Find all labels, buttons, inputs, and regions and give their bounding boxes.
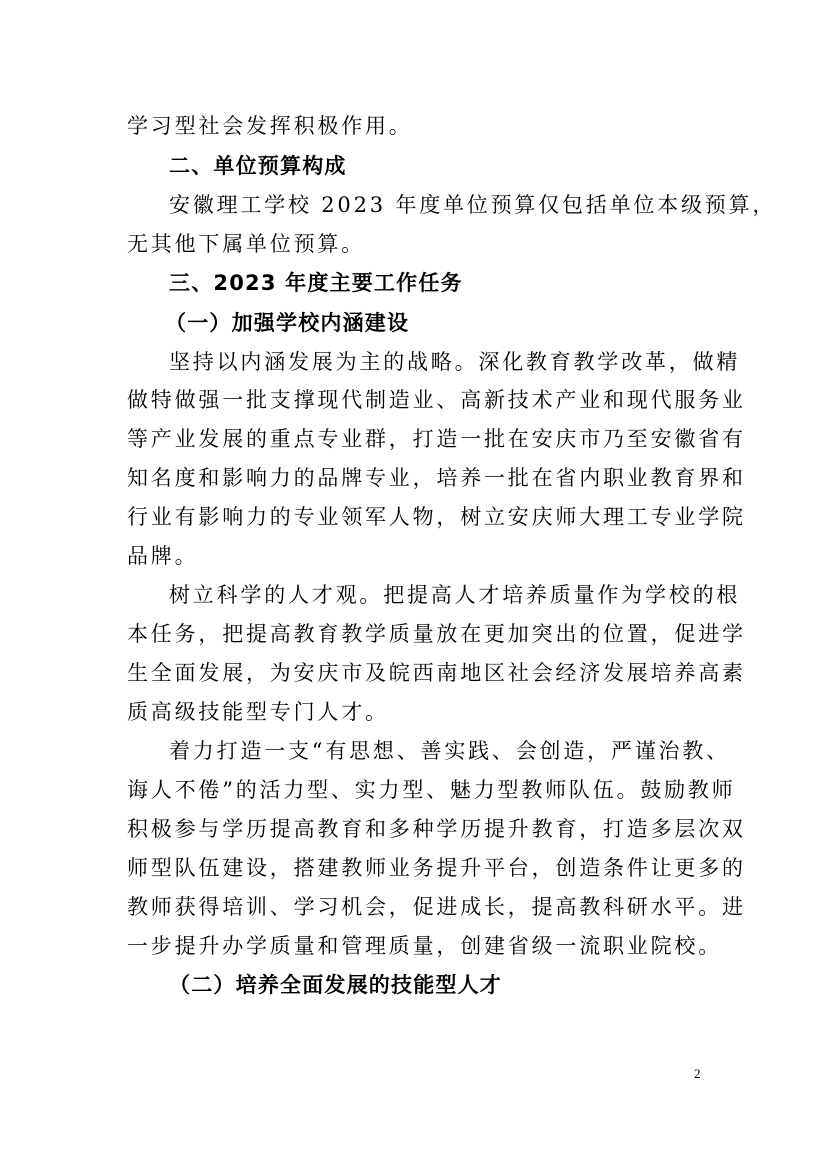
paragraph-line: 安徽理工学校 2023 年度单位预算仅包括单位本级预算， <box>169 193 777 217</box>
subsection-heading-skilled-talent: （二）培养全面发展的技能型人才 <box>169 973 502 997</box>
paragraph-line: 知名度和影响力的品牌专业，培养一批在省内职业教育界和 <box>127 466 746 490</box>
paragraph-line: 着力打造一支“有思想、善实践、会创造，严谨治教、 <box>169 739 730 763</box>
section-heading-main-tasks: 三、2023 年度主要工作任务 <box>169 271 463 295</box>
paragraph-line: 等产业发展的重点专业群，打造一批在安庆市乃至安徽省有 <box>127 427 746 451</box>
paragraph-line: 品牌。 <box>127 544 199 568</box>
subsection-heading-connotation: （一）加强学校内涵建设 <box>165 311 410 335</box>
paragraph-line: 做特做强一批支撑现代制造业、高新技术产业和现代服务业 <box>127 388 746 412</box>
section-heading-budget-structure: 二、单位预算构成 <box>169 154 347 178</box>
paragraph-line: 本任务，把提高教育教学质量放在更加突出的位置，促进学 <box>127 622 746 646</box>
paragraph-line: 坚持以内涵发展为主的战略。深化教育教学改革，做精 <box>169 350 741 374</box>
paragraph-line: 积极参与学历提高教育和多种学历提升教育，打造多层次双 <box>127 817 746 841</box>
paragraph-line: 质高级技能型专门人才。 <box>127 700 389 724</box>
paragraph-line: 生全面发展，为安庆市及皖西南地区社会经济发展培养高素 <box>127 661 746 685</box>
paragraph-line: 教师获得培训、学习机会，促进成长，提高教科研水平。进 <box>127 895 746 919</box>
paragraph-line: 师型队伍建设，搭建教师业务提升平台，创造条件让更多的 <box>127 856 746 880</box>
page-number: 2 <box>694 1066 701 1081</box>
paragraph-line: 无其他下属单位预算。 <box>127 232 365 256</box>
paragraph-line: 一步提升办学质量和管理质量，创建省级一流职业院校。 <box>127 934 722 958</box>
paragraph-line: 学习型社会发挥积极作用。 <box>127 114 413 138</box>
paragraph-line: 树立科学的人才观。把提高人才培养质量作为学校的根 <box>169 583 741 607</box>
paragraph-line: 行业有影响力的专业领军人物，树立安庆师大理工专业学院 <box>127 505 746 529</box>
paragraph-line: 诲人不倦”的活力型、实力型、魅力型教师队伍。鼓励教师 <box>127 778 736 802</box>
